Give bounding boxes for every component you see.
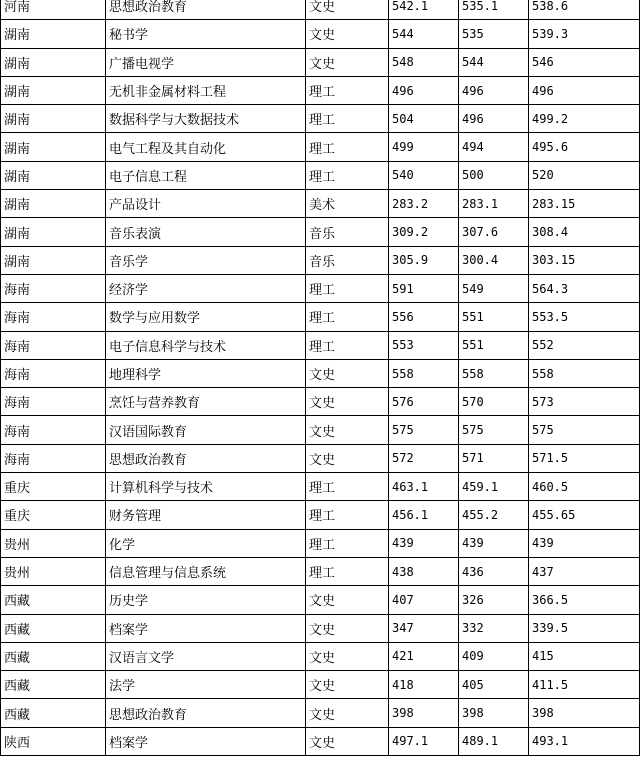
category-cell: 文史 — [306, 388, 389, 416]
province-cell: 西藏 — [1, 586, 106, 614]
highest-score-cell: 497.1 — [389, 727, 459, 755]
table-row — [1, 529, 640, 557]
table-row — [1, 190, 640, 218]
average-score-cell: 573 — [529, 388, 640, 416]
category-cell: 文史 — [306, 416, 389, 444]
highest-score-cell: 553 — [389, 331, 459, 359]
lowest-score-cell: 409 — [459, 642, 529, 670]
lowest-score-cell: 570 — [459, 388, 529, 416]
average-score-cell: 339.5 — [529, 614, 640, 642]
lowest-score-cell: 439 — [459, 529, 529, 557]
lowest-score-cell: 549 — [459, 274, 529, 302]
category-cell: 文史 — [306, 0, 389, 20]
highest-score-cell: 504 — [389, 105, 459, 133]
lowest-score-cell: 398 — [459, 699, 529, 727]
category-cell: 理工 — [306, 331, 389, 359]
table-row — [1, 473, 640, 501]
province-cell: 湖南 — [1, 161, 106, 189]
table-row — [1, 388, 640, 416]
province-cell: 重庆 — [1, 501, 106, 529]
major-cell: 经济学 — [106, 274, 306, 302]
table-row — [1, 699, 640, 727]
table-row — [1, 671, 640, 699]
province-cell: 湖南 — [1, 76, 106, 104]
lowest-score-cell: 535.1 — [459, 0, 529, 20]
highest-score-cell: 575 — [389, 416, 459, 444]
highest-score-cell: 421 — [389, 642, 459, 670]
major-cell: 思想政治教育 — [106, 0, 306, 20]
average-score-cell: 493.1 — [529, 727, 640, 755]
province-cell: 河南 — [1, 0, 106, 20]
highest-score-cell: 556 — [389, 303, 459, 331]
major-cell: 电子信息工程 — [106, 161, 306, 189]
province-cell: 贵州 — [1, 557, 106, 585]
highest-score-cell: 496 — [389, 76, 459, 104]
province-cell: 海南 — [1, 388, 106, 416]
province-cell: 重庆 — [1, 473, 106, 501]
major-cell: 法学 — [106, 671, 306, 699]
category-cell: 理工 — [306, 274, 389, 302]
highest-score-cell: 438 — [389, 557, 459, 585]
category-cell: 理工 — [306, 501, 389, 529]
lowest-score-cell: 571 — [459, 444, 529, 472]
highest-score-cell: 542.1 — [389, 0, 459, 20]
category-cell: 文史 — [306, 586, 389, 614]
table-row — [1, 359, 640, 387]
province-cell: 湖南 — [1, 105, 106, 133]
highest-score-cell: 499 — [389, 133, 459, 161]
highest-score-cell: 558 — [389, 359, 459, 387]
table-row — [1, 303, 640, 331]
table-row — [1, 274, 640, 302]
table-row — [1, 642, 640, 670]
highest-score-cell: 540 — [389, 161, 459, 189]
table-row — [1, 444, 640, 472]
lowest-score-cell: 535 — [459, 20, 529, 48]
province-cell: 湖南 — [1, 218, 106, 246]
province-cell: 海南 — [1, 303, 106, 331]
average-score-cell: 308.4 — [529, 218, 640, 246]
major-cell: 数学与应用数学 — [106, 303, 306, 331]
average-score-cell: 283.15 — [529, 190, 640, 218]
province-cell: 西藏 — [1, 642, 106, 670]
province-cell: 湖南 — [1, 190, 106, 218]
table-row — [1, 246, 640, 274]
highest-score-cell: 544 — [389, 20, 459, 48]
table-row — [1, 416, 640, 444]
lowest-score-cell: 300.4 — [459, 246, 529, 274]
table-row — [1, 161, 640, 189]
major-cell: 信息管理与信息系统 — [106, 557, 306, 585]
category-cell: 文史 — [306, 642, 389, 670]
province-cell: 西藏 — [1, 614, 106, 642]
province-cell: 湖南 — [1, 20, 106, 48]
major-cell: 历史学 — [106, 586, 306, 614]
major-cell: 数据科学与大数据技术 — [106, 105, 306, 133]
table-row — [1, 0, 640, 20]
lowest-score-cell: 332 — [459, 614, 529, 642]
average-score-cell: 366.5 — [529, 586, 640, 614]
average-score-cell: 553.5 — [529, 303, 640, 331]
province-cell: 海南 — [1, 331, 106, 359]
province-cell: 海南 — [1, 444, 106, 472]
average-score-cell: 564.3 — [529, 274, 640, 302]
average-score-cell: 303.15 — [529, 246, 640, 274]
category-cell: 文史 — [306, 727, 389, 755]
highest-score-cell: 347 — [389, 614, 459, 642]
province-cell: 湖南 — [1, 133, 106, 161]
average-score-cell: 415 — [529, 642, 640, 670]
province-cell: 陕西 — [1, 727, 106, 755]
highest-score-cell: 463.1 — [389, 473, 459, 501]
lowest-score-cell: 307.6 — [459, 218, 529, 246]
category-cell: 理工 — [306, 76, 389, 104]
category-cell: 文史 — [306, 671, 389, 699]
lowest-score-cell: 496 — [459, 76, 529, 104]
highest-score-cell: 407 — [389, 586, 459, 614]
lowest-score-cell: 551 — [459, 331, 529, 359]
category-cell: 文史 — [306, 614, 389, 642]
major-cell: 思想政治教育 — [106, 444, 306, 472]
lowest-score-cell: 405 — [459, 671, 529, 699]
lowest-score-cell: 326 — [459, 586, 529, 614]
lowest-score-cell: 544 — [459, 48, 529, 76]
major-cell: 计算机科学与技术 — [106, 473, 306, 501]
category-cell: 文史 — [306, 48, 389, 76]
category-cell: 理工 — [306, 303, 389, 331]
table-row — [1, 76, 640, 104]
average-score-cell: 546 — [529, 48, 640, 76]
category-cell: 理工 — [306, 133, 389, 161]
major-cell: 档案学 — [106, 614, 306, 642]
major-cell: 地理科学 — [106, 359, 306, 387]
lowest-score-cell: 455.2 — [459, 501, 529, 529]
major-cell: 电子信息科学与技术 — [106, 331, 306, 359]
average-score-cell: 558 — [529, 359, 640, 387]
major-cell: 财务管理 — [106, 501, 306, 529]
province-cell: 西藏 — [1, 699, 106, 727]
lowest-score-cell: 283.1 — [459, 190, 529, 218]
average-score-cell: 499.2 — [529, 105, 640, 133]
lowest-score-cell: 459.1 — [459, 473, 529, 501]
average-score-cell: 455.65 — [529, 501, 640, 529]
major-cell: 广播电视学 — [106, 48, 306, 76]
lowest-score-cell: 558 — [459, 359, 529, 387]
category-cell: 音乐 — [306, 246, 389, 274]
category-cell: 文史 — [306, 359, 389, 387]
average-score-cell: 460.5 — [529, 473, 640, 501]
category-cell: 美术 — [306, 190, 389, 218]
highest-score-cell: 572 — [389, 444, 459, 472]
average-score-cell: 520 — [529, 161, 640, 189]
average-score-cell: 571.5 — [529, 444, 640, 472]
lowest-score-cell: 489.1 — [459, 727, 529, 755]
average-score-cell: 411.5 — [529, 671, 640, 699]
table-row — [1, 727, 640, 755]
table-row — [1, 331, 640, 359]
average-score-cell: 439 — [529, 529, 640, 557]
major-cell: 化学 — [106, 529, 306, 557]
lowest-score-cell: 494 — [459, 133, 529, 161]
major-cell: 思想政治教育 — [106, 699, 306, 727]
highest-score-cell: 309.2 — [389, 218, 459, 246]
average-score-cell: 496 — [529, 76, 640, 104]
major-cell: 音乐学 — [106, 246, 306, 274]
table-row — [1, 20, 640, 48]
category-cell: 理工 — [306, 529, 389, 557]
province-cell: 海南 — [1, 274, 106, 302]
major-cell: 汉语国际教育 — [106, 416, 306, 444]
table-row — [1, 48, 640, 76]
highest-score-cell: 305.9 — [389, 246, 459, 274]
lowest-score-cell: 436 — [459, 557, 529, 585]
highest-score-cell: 439 — [389, 529, 459, 557]
table-row — [1, 105, 640, 133]
province-cell: 贵州 — [1, 529, 106, 557]
table-row — [1, 501, 640, 529]
major-cell: 汉语言文学 — [106, 642, 306, 670]
table-row — [1, 614, 640, 642]
highest-score-cell: 283.2 — [389, 190, 459, 218]
table-row — [1, 557, 640, 585]
table-row — [1, 218, 640, 246]
average-score-cell: 575 — [529, 416, 640, 444]
average-score-cell: 437 — [529, 557, 640, 585]
major-cell: 音乐表演 — [106, 218, 306, 246]
category-cell: 理工 — [306, 557, 389, 585]
highest-score-cell: 548 — [389, 48, 459, 76]
lowest-score-cell: 496 — [459, 105, 529, 133]
table-row — [1, 586, 640, 614]
category-cell: 理工 — [306, 105, 389, 133]
category-cell: 音乐 — [306, 218, 389, 246]
major-cell: 无机非金属材料工程 — [106, 76, 306, 104]
province-cell: 西藏 — [1, 671, 106, 699]
major-cell: 秘书学 — [106, 20, 306, 48]
province-cell: 湖南 — [1, 48, 106, 76]
average-score-cell: 538.6 — [529, 0, 640, 20]
province-cell: 海南 — [1, 416, 106, 444]
category-cell: 理工 — [306, 161, 389, 189]
lowest-score-cell: 551 — [459, 303, 529, 331]
category-cell: 理工 — [306, 473, 389, 501]
average-score-cell: 495.6 — [529, 133, 640, 161]
table-row — [1, 133, 640, 161]
major-cell: 烹饪与营养教育 — [106, 388, 306, 416]
highest-score-cell: 591 — [389, 274, 459, 302]
lowest-score-cell: 500 — [459, 161, 529, 189]
province-cell: 湖南 — [1, 246, 106, 274]
average-score-cell: 552 — [529, 331, 640, 359]
category-cell: 文史 — [306, 20, 389, 48]
lowest-score-cell: 575 — [459, 416, 529, 444]
province-cell: 海南 — [1, 359, 106, 387]
major-cell: 档案学 — [106, 727, 306, 755]
highest-score-cell: 398 — [389, 699, 459, 727]
table-body — [1, 0, 640, 756]
major-cell: 产品设计 — [106, 190, 306, 218]
highest-score-cell: 418 — [389, 671, 459, 699]
highest-score-cell: 576 — [389, 388, 459, 416]
average-score-cell: 539.3 — [529, 20, 640, 48]
category-cell: 文史 — [306, 699, 389, 727]
highest-score-cell: 456.1 — [389, 501, 459, 529]
category-cell: 文史 — [306, 444, 389, 472]
major-cell: 电气工程及其自动化 — [106, 133, 306, 161]
average-score-cell: 398 — [529, 699, 640, 727]
